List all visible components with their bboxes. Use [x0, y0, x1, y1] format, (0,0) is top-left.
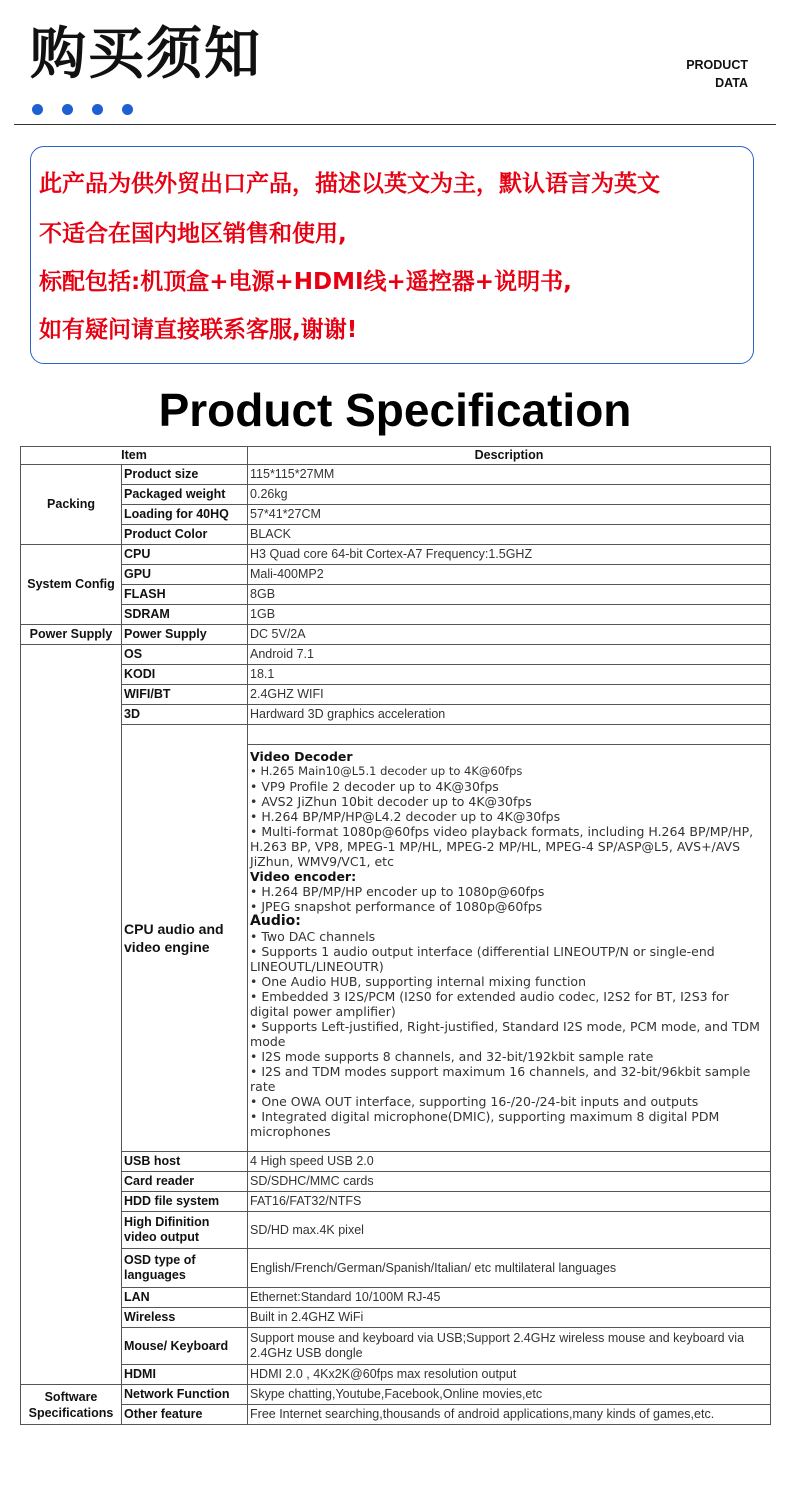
- table-row: [21, 1385, 771, 1405]
- tag-line-1: PRODUCT: [686, 58, 748, 72]
- row-label: LAN: [122, 1288, 248, 1308]
- group-software-specifications: Software Specifications: [21, 1385, 122, 1425]
- table-row: [21, 505, 771, 525]
- table-row: [21, 585, 771, 605]
- row-label: KODI: [122, 665, 248, 685]
- list-item: • One Audio HUB, supporting internal mixing function: [250, 974, 587, 989]
- table-row: [21, 465, 771, 485]
- row-value: Support mouse and keyboard via USB;Support 2.4GHz wireless mouse and keyboard via 2.4GHz USB dongle: [248, 1328, 771, 1365]
- list-item: • I2S mode supports 8 channels, and 32-bit/192kbit sample rate: [250, 1049, 654, 1064]
- list-item: • I2S and TDM modes support maximum 16 channels, and 32-bit/96kbit sample rate: [250, 1064, 751, 1094]
- dot-icon: [32, 104, 43, 115]
- row-label: FLASH: [122, 585, 248, 605]
- list-item: • AVS2 JiZhun 10bit decoder up to 4K@30fps: [250, 794, 532, 809]
- table-row: [21, 605, 771, 625]
- row-value: Built in 2.4GHZ WiFi: [248, 1308, 771, 1328]
- table-row: [21, 645, 771, 665]
- row-value: 4 High speed USB 2.0: [248, 1152, 771, 1172]
- row-value: SD/SDHC/MMC cards: [248, 1172, 771, 1192]
- row-value: FAT16/FAT32/NTFS: [248, 1192, 771, 1212]
- row-value: HDMI 2.0 , 4Kx2K@60fps max resolution output: [248, 1365, 771, 1385]
- group-power-supply: Power Supply: [21, 625, 122, 645]
- row-label: 3D: [122, 705, 248, 725]
- row-value: Android 7.1: [248, 645, 771, 665]
- table-row: [21, 485, 771, 505]
- list-item: • Multi-format 1080p@60fps video playback formats, including H.264 BP/MP/HP, H.263 BP, VP8, MPEG-1 MP/HL, MPEG-2 MP/HL, MPEG-4 SP/ASP@L5, AVS+/AVS JiZhun, WMV9/VC1, etc: [250, 824, 754, 869]
- row-value: Free Internet searching,thousands of android applications,many kinds of games,etc.: [248, 1405, 771, 1425]
- row-value: BLACK: [248, 525, 771, 545]
- table-row: [21, 1192, 771, 1212]
- list-item: • H.265 Main10@L5.1 decoder up to 4K@60fps: [250, 764, 523, 778]
- row-label: CPU: [122, 545, 248, 565]
- list-item: • H.264 BP/MP/HP encoder up to 1080p@60fps: [250, 884, 545, 899]
- audio-heading: Audio:: [250, 913, 301, 929]
- dot-icon: [122, 104, 133, 115]
- row-label: Mouse/ Keyboard: [122, 1328, 248, 1365]
- group-software-blank: [21, 645, 122, 1385]
- row-label: Wireless: [122, 1308, 248, 1328]
- table-row: [21, 685, 771, 705]
- table-row: [21, 665, 771, 685]
- row-label: WIFI/BT: [122, 685, 248, 705]
- row-label: Product size: [122, 465, 248, 485]
- group-packing: Packing: [21, 465, 122, 545]
- table-row: [21, 1172, 771, 1192]
- dot-icon: [92, 104, 103, 115]
- row-value: Skype chatting,Youtube,Facebook,Online movies,etc: [248, 1385, 771, 1405]
- table-row: [21, 1405, 771, 1425]
- row-label: SDRAM: [122, 605, 248, 625]
- video-decoder-heading: Video Decoder: [250, 749, 353, 764]
- row-label: Network Function: [122, 1385, 248, 1405]
- notice-line-4: 如有疑问请直接联系客服,谢谢!: [39, 317, 358, 343]
- table-row: [21, 625, 771, 645]
- decorative-dots: [32, 100, 152, 112]
- engine-description: [248, 745, 771, 1152]
- list-item: • Integrated digital microphone(DMIC), supporting maximum 8 digital PDM microphones: [250, 1109, 720, 1139]
- row-value-empty: [248, 725, 771, 745]
- list-item: • Supports Left-justified, Right-justified, Standard I2S mode, PCM mode, and TDM mode: [250, 1019, 760, 1049]
- page-title: 购买须知: [30, 22, 262, 87]
- notice-line-1: 此产品为供外贸出口产品，描述以英文为主，默认语言为英文: [39, 171, 660, 197]
- row-value: Ethernet:Standard 10/100M RJ-45: [248, 1288, 771, 1308]
- row-label: HDD file system: [122, 1192, 248, 1212]
- list-item: • Two DAC channels: [250, 929, 376, 944]
- row-value: 57*41*27CM: [248, 505, 771, 525]
- dot-icon: [62, 104, 73, 115]
- row-label: Loading for 40HQ: [122, 505, 248, 525]
- list-item: • H.264 BP/MP/HP@L4.2 decoder up to 4K@30fps: [250, 809, 561, 824]
- row-label-engine: CPU audio and video engine: [122, 725, 248, 1152]
- notice-line-2: 不适合在国内地区销售和使用,: [39, 221, 347, 247]
- row-value: DC 5V/2A: [248, 625, 771, 645]
- row-label: Product Color: [122, 525, 248, 545]
- row-label: Other feature: [122, 1405, 248, 1425]
- row-value: 2.4GHZ WIFI: [248, 685, 771, 705]
- table-row: [21, 1249, 771, 1288]
- header-divider: [14, 124, 776, 125]
- row-value: Hardward 3D graphics acceleration: [248, 705, 771, 725]
- list-item: • Embedded 3 I2S/PCM (I2S0 for extended audio codec, I2S2 for BT, I2S3 for digital power amplifier): [250, 989, 729, 1019]
- table-row: [21, 1308, 771, 1328]
- row-value: 1GB: [248, 605, 771, 625]
- row-value: Mali-400MP2: [248, 565, 771, 585]
- header-item: Item: [21, 447, 248, 465]
- row-label: OS: [122, 645, 248, 665]
- row-label: GPU: [122, 565, 248, 585]
- row-value: 0.26kg: [248, 485, 771, 505]
- row-value: 8GB: [248, 585, 771, 605]
- table-row-spacer: [21, 725, 771, 745]
- row-value: SD/HD max.4K pixel: [248, 1212, 771, 1249]
- row-label: HDMI: [122, 1365, 248, 1385]
- row-label: Power Supply: [122, 625, 248, 645]
- header-description: Description: [248, 447, 771, 465]
- list-item: • VP9 Profile 2 decoder up to 4K@30fps: [250, 779, 499, 794]
- table-row: [21, 1365, 771, 1385]
- row-label: USB host: [122, 1152, 248, 1172]
- purchase-notice-box: [30, 146, 754, 364]
- list-item: • Supports 1 audio output interface (differential LINEOUTP/N or single-end LINEOUTL/LINEOUTR): [250, 944, 715, 974]
- row-label: Packaged weight: [122, 485, 248, 505]
- table-row: [21, 1328, 771, 1365]
- spec-table: [20, 446, 771, 1425]
- list-item: • One OWA OUT interface, supporting 16-/20-/24-bit inputs and outputs: [250, 1094, 699, 1109]
- table-row: [21, 1288, 771, 1308]
- row-label: High Difinition video output: [122, 1212, 248, 1249]
- product-data-tag: [686, 56, 748, 92]
- row-label: OSD type of languages: [122, 1249, 248, 1288]
- page-header: [0, 0, 790, 126]
- table-row: [21, 1152, 771, 1172]
- row-value: 18.1: [248, 665, 771, 685]
- notice-line-3: 标配包括:机顶盒+电源+HDMI线+遥控器+说明书,: [39, 269, 572, 295]
- tag-line-2: DATA: [715, 76, 748, 90]
- video-encoder-heading: Video encoder:: [250, 869, 357, 884]
- row-value: 115*115*27MM: [248, 465, 771, 485]
- row-value: H3 Quad core 64-bit Cortex-A7 Frequency:1.5GHZ: [248, 545, 771, 565]
- table-row: [21, 1212, 771, 1249]
- row-value: English/French/German/Spanish/Italian/ etc multilateral languages: [248, 1249, 771, 1288]
- table-row: [21, 545, 771, 565]
- table-row: [21, 705, 771, 725]
- spec-title: Product Specification: [158, 384, 632, 436]
- table-header-row: [21, 447, 771, 465]
- table-row: [21, 565, 771, 585]
- group-system-config: System Config: [21, 545, 122, 625]
- table-row: [21, 525, 771, 545]
- row-label: Card reader: [122, 1172, 248, 1192]
- list-item: • JPEG snapshot performance of 1080p@60fps: [250, 899, 543, 914]
